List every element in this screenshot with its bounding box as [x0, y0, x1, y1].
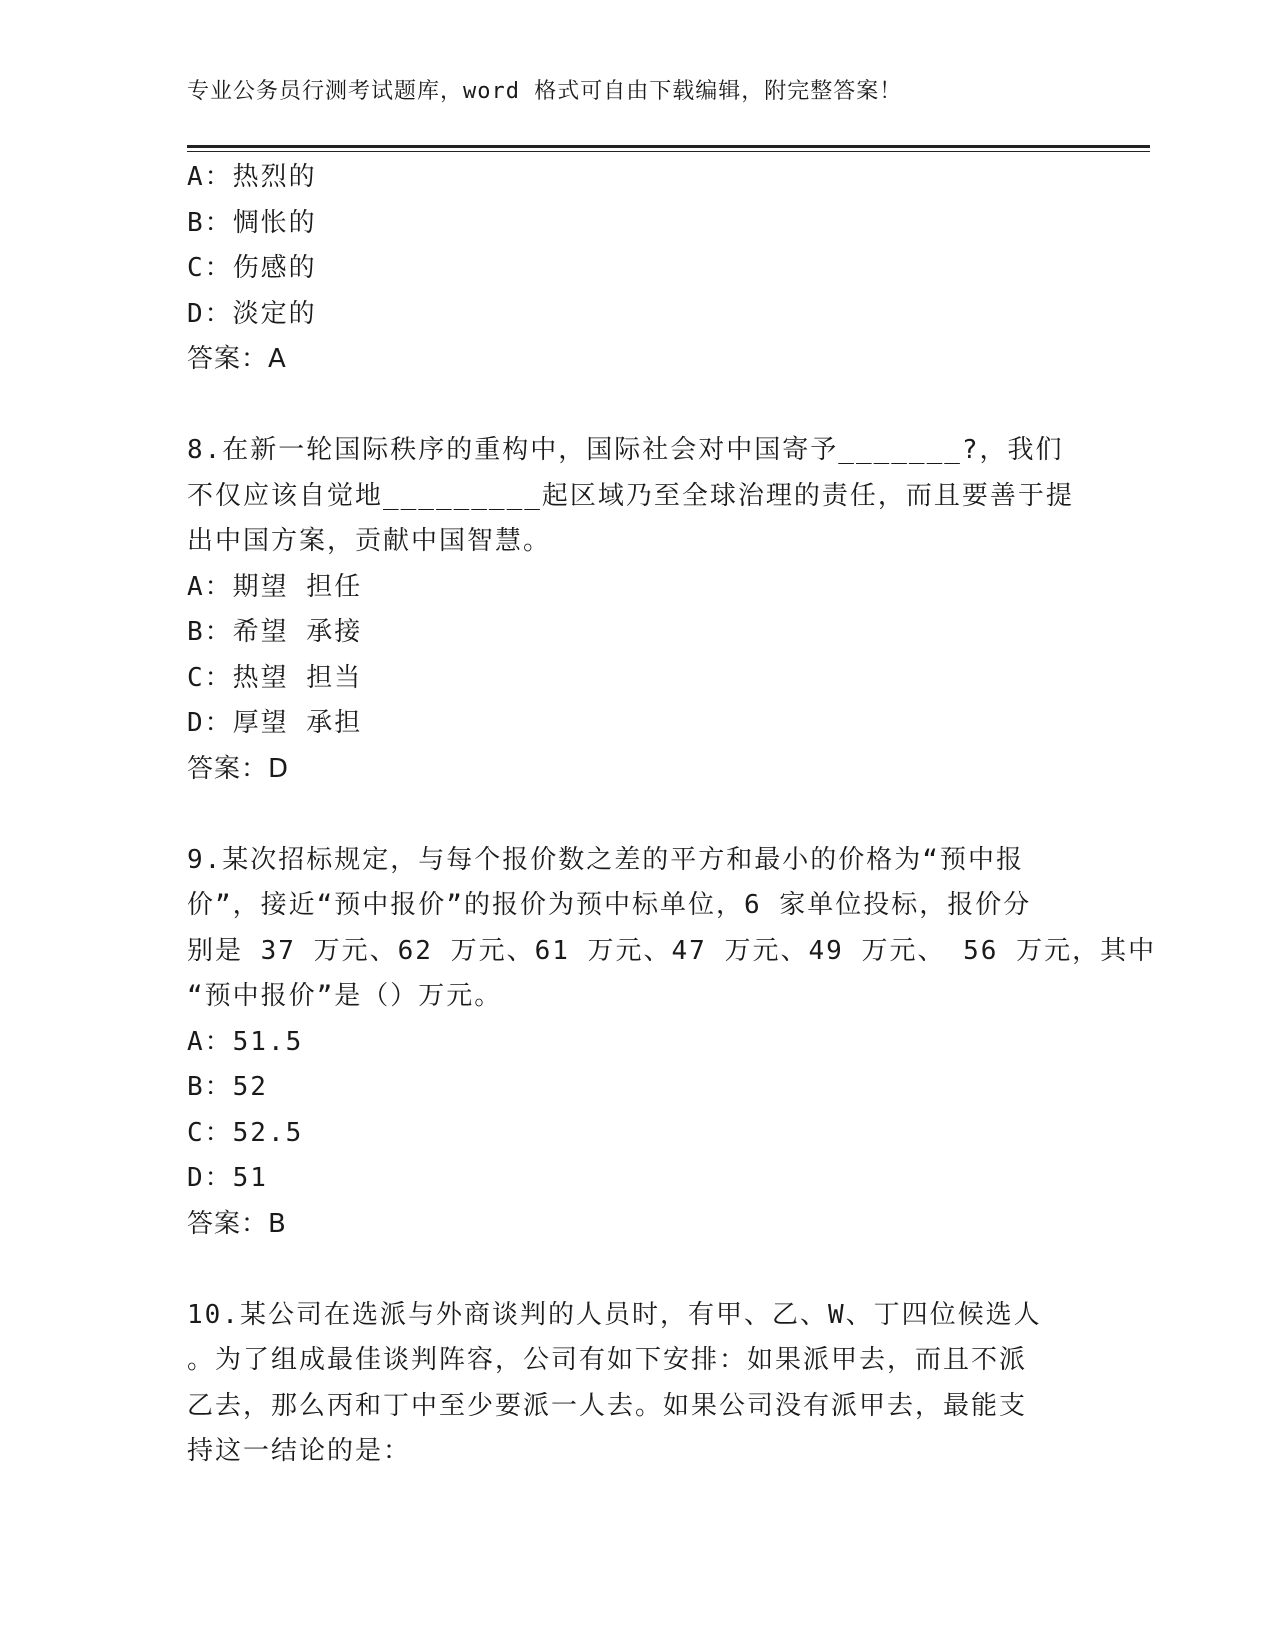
option-d: D：厚望 承担: [187, 708, 363, 738]
option-a: A：热烈的: [187, 162, 317, 192]
answer: 答案：D: [187, 753, 290, 784]
question-10-block: [187, 1293, 1087, 1475]
question-8-block: [187, 428, 1087, 792]
question-stem-line: 。为了组成最佳谈判阵容，公司有如下安排：如果派甲去，而且不派: [187, 1345, 1028, 1375]
option-c: C：热望 担当: [187, 662, 363, 693]
header-rule-thick: [187, 145, 1150, 148]
question-stem-line: 持这一结论的是：: [187, 1436, 412, 1466]
question-stem-line: 9.某次招标规定，与每个报价数之差的平方和最小的价格为“预中报: [187, 844, 1024, 875]
document-body: [187, 155, 1157, 1475]
answer: 答案：A: [187, 344, 287, 374]
question-9-block: [187, 838, 1157, 1248]
option-b: B：希望 承接: [187, 617, 363, 647]
question-stem-line: 价”，接近“预中报价”的报价为预中标单位，6 家单位投标，报价分: [187, 890, 1032, 920]
question-stem-line: 乙去，那么丙和丁中至少要派一人去。如果公司没有派甲去，最能支: [187, 1390, 1028, 1421]
question-stem-line: 8.在新一轮国际秩序的重构中，国际社会对中国寄予_______?，我们: [187, 435, 1064, 465]
page-header: 专业公务员行测考试题库，word 格式可自由下载编辑，附完整答案！: [187, 79, 903, 104]
answer: 答案：B: [187, 1208, 287, 1239]
option-b: B：惆怅的: [187, 207, 317, 238]
option-d: D：51: [187, 1163, 268, 1193]
question-stem-line: 出中国方案，贡献中国智慧。: [187, 526, 552, 556]
header-rule-thin: [187, 151, 1150, 152]
option-a: A：期望 担任: [187, 571, 363, 602]
question-stem-line: 10.某公司在选派与外商谈判的人员时，有甲、乙、W、丁四位候选人: [187, 1299, 1042, 1330]
option-d: D：淡定的: [187, 298, 317, 329]
question-stem-line: 别是 37 万元、62 万元、61 万元、47 万元、49 万元、 56 万元，其中: [187, 935, 1157, 966]
option-a: A：51.5: [187, 1026, 304, 1057]
question-stem-line: “预中报价”是（）万元。: [187, 981, 503, 1011]
option-c: C：伤感的: [187, 253, 317, 283]
option-b: B：52: [187, 1072, 268, 1102]
question-stem-line: 不仅应该自觉地_________起区域乃至全球治理的责任，而且要善于提: [187, 480, 1074, 511]
prev-question-block: [187, 155, 1087, 383]
option-c: C：52.5: [187, 1117, 304, 1148]
